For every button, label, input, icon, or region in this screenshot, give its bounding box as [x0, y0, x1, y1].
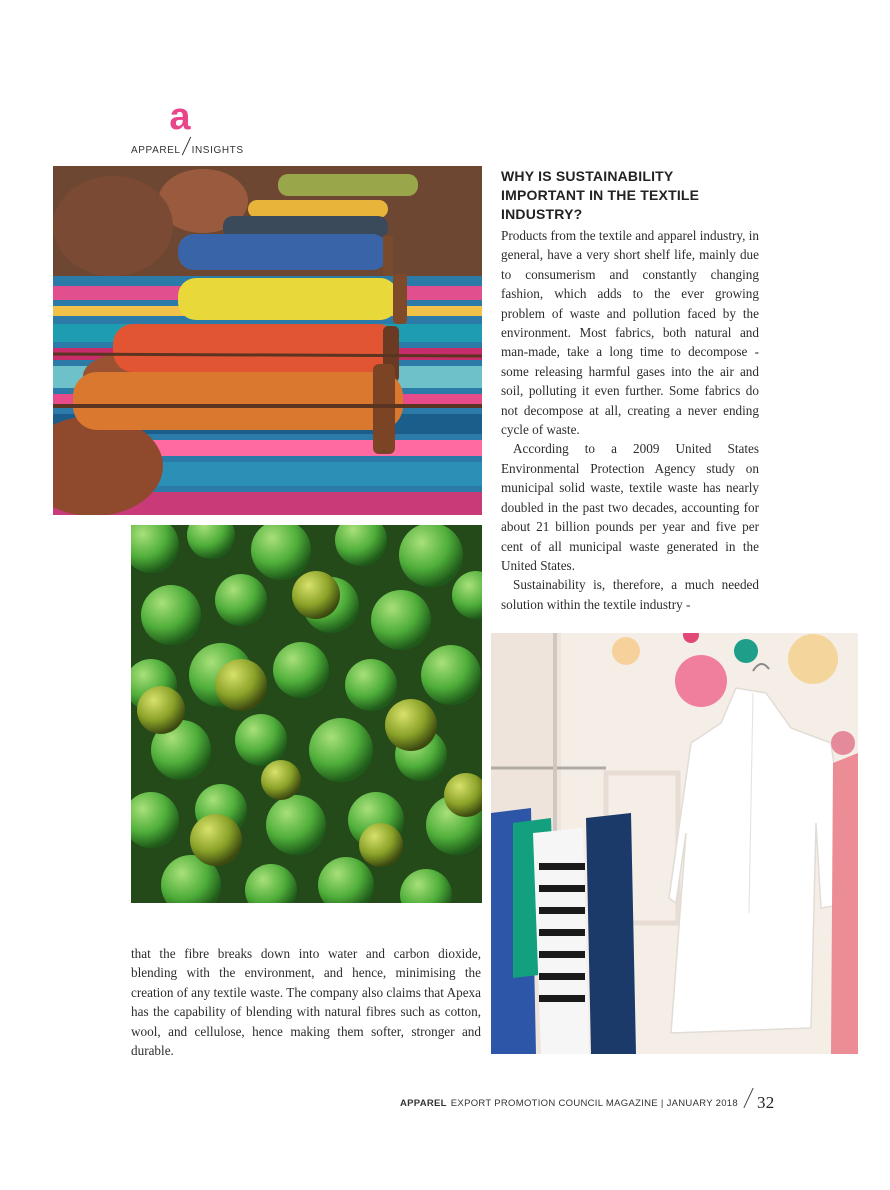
paragraph: that the fibre breaks down into water and carbon dioxide, blending with the environment, and hence, minimising the creation of any textile waste. The company also claims that Apexa has the capability of blending with natural fibres such as cotton, wool, and cellulose, hence making them softer, stronger and durable.: [131, 946, 481, 1059]
logo-mark: a: [169, 96, 191, 138]
paragraph: Sustainability is, therefore, a much needed solution within the textile industry -: [501, 577, 759, 612]
logo-right-text: INSIGHTS: [191, 144, 244, 156]
footer-magazine: EXPORT PROMOTION COUNCIL MAGAZINE | JANUARY 2018: [450, 1097, 738, 1109]
yarn-spools-illustration: [53, 166, 482, 515]
section-logo: [131, 140, 244, 160]
molecule-model-photo: [131, 525, 482, 903]
page-number: 32: [756, 1093, 775, 1112]
clothing-illustration: [491, 633, 858, 1054]
logo-left-text: APPAREL: [131, 144, 181, 156]
paragraph: According to a 2009 United States Environmental Protection Agency study on municipal solid waste, textile waste has nearly doubled in the past two decades, accounting for about 21 billion pounds per year and five per cent of all municipal waste generated in the United States.: [501, 441, 759, 573]
footer-slash: [743, 1088, 753, 1108]
article-bottom-column: [131, 944, 481, 1060]
molecule-illustration: [131, 525, 482, 903]
logo-slash: [181, 137, 190, 156]
clothing-rack-photo: [491, 633, 858, 1054]
footer-brand: APPAREL: [400, 1097, 447, 1109]
page-footer: [400, 1092, 775, 1114]
article-right-column: [501, 226, 759, 614]
paragraph: Products from the textile and apparel industry, in general, have a very short shelf life, mainly due to consumerism and constantly changing fashion, which adds to the ever growing problem of waste and pollution faced by the environment. Most fabrics, both natural and man-made, take a long time to decompose - some releasing harmful gases into the air and soil, polluting it even further. Some fabrics do not decompose at all, creating a never ending cycle of waste.: [501, 228, 759, 438]
yarn-spools-photo: [53, 166, 482, 515]
section-heading: WHY IS SUSTAINABILITY IMPORTANT IN THE TEXTILE INDUSTRY?: [501, 168, 700, 222]
